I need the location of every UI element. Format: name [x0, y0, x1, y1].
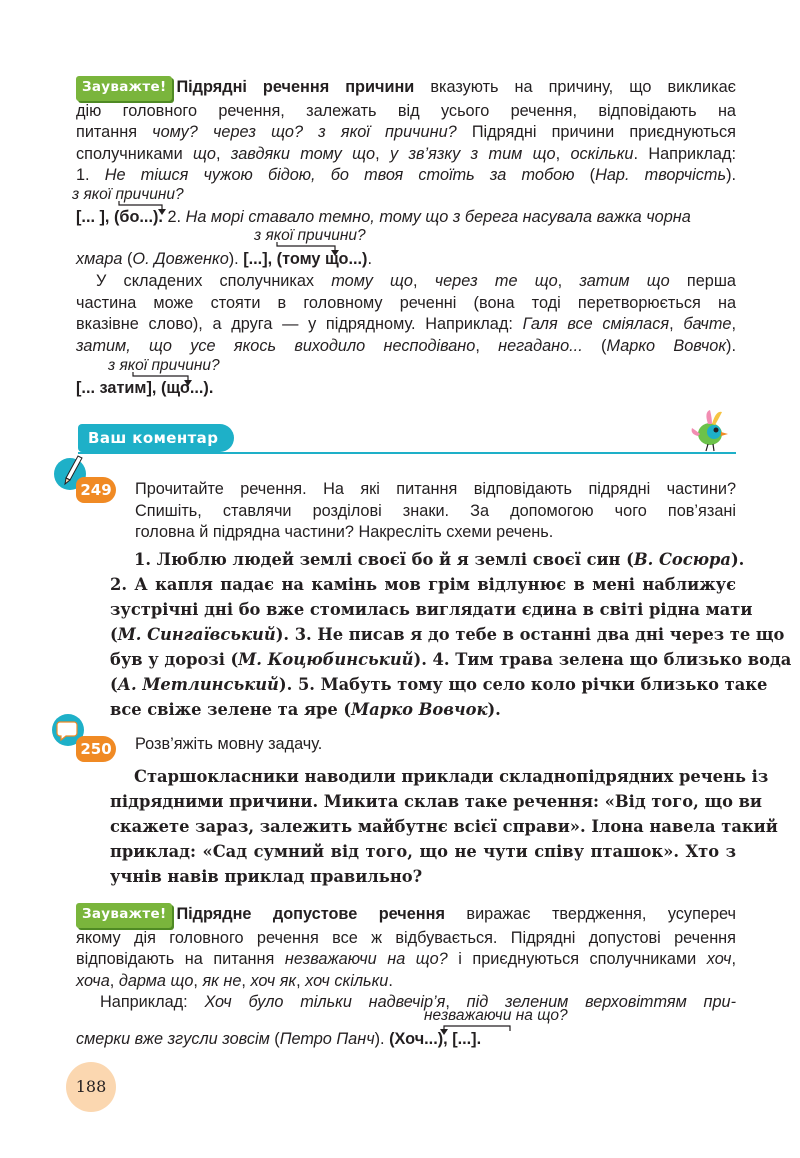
exercise-249-task: Прочитайте речення. На які питання відповідають підрядні частини? Спишіть, ставлячи розділові знаки. За допомогою чого пов’язані головна й підрядна частини? Накресліть схеми речень. — [135, 480, 736, 541]
page-number: 188 — [66, 1062, 116, 1112]
note2-tag: Зауважте! — [76, 903, 172, 928]
comment-section-header: Ваш коментар — [78, 424, 234, 452]
exercise-249-text: 1. Люблю людей землі своєї бо й я землі своєї син (В. Сосюра). 2. А капля падає на камінь мов грім відлунює в мені наближує зустрічні дні бо вже стомилась виглядати єдина в світі рідна мати (М. Сингаївський). 3. Не писав я до тебе в останні два дні через те що був у дорозі (М. Коцюбинський). 4. Тим трава зелена що близько вода (А. Метлинський). 5. Мабуть тому що село коло річки близько таке все свіже зелене та яре (Марко Вовчок). — [110, 550, 792, 719]
note1-tag: Зауважте! — [76, 76, 172, 101]
question-annotation-3: з якої причини? — [108, 357, 220, 374]
bird-icon — [688, 404, 736, 452]
note1-paragraph2: У складених сполучниках тому що, через те що, затим що перша частина може стояти в головному реченні (вона тоді перетворюється на вказівне слово), а друга — у підрядному. Наприклад: Галя все сміялася, бачте, затим, що усе якось виходило несподівано, негадано... (Марко Вовчок). — [76, 272, 737, 355]
scheme-4: (Хоч...), [...]. — [389, 1030, 482, 1048]
note1-scheme-line: [... ], (бо...). 2. На морі ставало темно, тому що з берега насувала важка чорна — [76, 208, 691, 226]
note2-example-line: смерки вже згусли зовсім (Петро Панч). (Хоч...), [...]. — [76, 1030, 482, 1048]
comment-divider — [78, 452, 736, 454]
exercise-250-text: Старшокласники наводили приклади складнопідрядних речень із підрядними причини. Микита склав таке речення: «Від того, що ви скажете зараз, залежить майбутнє всієї справи». Ілона навела такий приклад: «Сад сумний від того, що не чути співу пташок». Хто з учнів навів приклад правильно? — [110, 767, 778, 886]
note1-line4: сполучниками що, завдяки тому що, у зв’язку з тим що, оскільки. Наприклад: — [76, 144, 736, 163]
note1-line2: дію головного речення, залежать від усього речення, відповідають на — [76, 101, 736, 120]
question-annotation-1: з якої причини? — [72, 186, 184, 203]
note1-line3: питання чому? через що? з якої причини? Підрядні причини приєднуються — [76, 123, 736, 141]
exercise-250-task: Розв’яжіть мовну задачу. — [135, 735, 323, 753]
note-causal-clauses — [76, 76, 736, 187]
scheme-3: [... затим], (що...). — [76, 379, 214, 397]
note-concessive-clauses: Зауважте! Підрядне допустове речення виражає твердження, усупереч якому дія головного речення все ж відбувається. Підрядні допустові речення відповідають на питання незважаючи на що? і приєднуються сполучниками хоч, хоча, дарма що, як не, хоч як, хоч скільки. Наприклад: Хоч було тільки надвечір’я, під зеленим верховіттям при- — [76, 905, 736, 1011]
note1-line1: Зауважте! Підрядні речення причини вказують на причину, що викликає — [76, 76, 736, 101]
note1-line7: хмара (О. Довженко). [...], (тому що...). — [76, 250, 372, 268]
scheme-2: [...], (тому що...) — [243, 250, 368, 268]
question-annotation-4: незважаючи на що? — [424, 1007, 568, 1024]
scheme-1: [... ], (бо...). — [76, 208, 163, 226]
exercise-249-number: 249 — [76, 477, 116, 503]
question-annotation-2: з якої причини? — [254, 227, 366, 244]
exercise-250-number: 250 — [76, 736, 116, 762]
note1-example1: 1. Не тішся чужою бідою, бо твоя стоїть за тобою (Нар. творчість). — [76, 166, 737, 184]
